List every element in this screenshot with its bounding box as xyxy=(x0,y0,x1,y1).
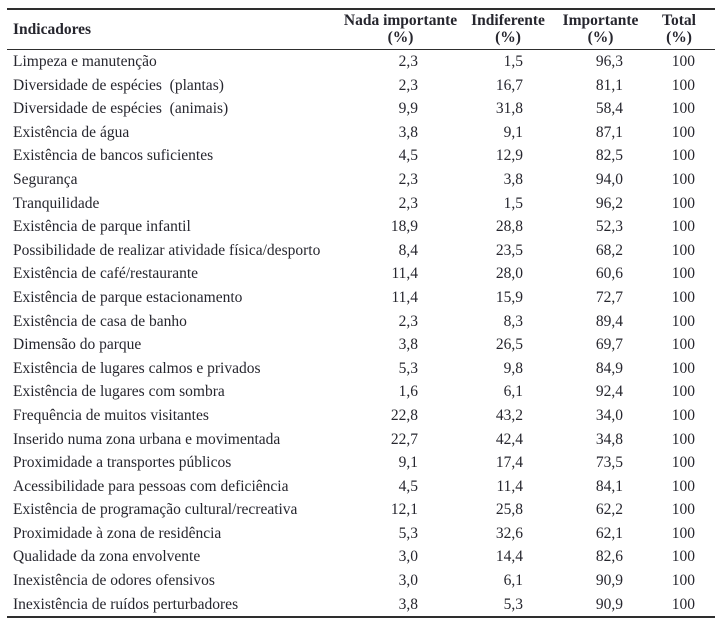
table-row xyxy=(7,428,715,452)
column-header-indiferente xyxy=(458,9,558,50)
indicators-table xyxy=(7,8,715,618)
indiferente-cell: 11,4 xyxy=(496,477,523,495)
indiferente-cell: 12,9 xyxy=(495,147,523,165)
total-cell: 100 xyxy=(671,241,695,259)
column-header-importante xyxy=(558,9,643,50)
table-row xyxy=(7,192,715,216)
indicator-cell: Inexistência de ruídos perturbadores xyxy=(7,593,343,618)
nada-importante-cell: 3,0 xyxy=(398,572,418,590)
total-cell: 100 xyxy=(671,430,695,448)
total-cell: 100 xyxy=(671,123,695,141)
importante-cell: 72,7 xyxy=(595,288,623,306)
table-row xyxy=(7,404,715,428)
indiferente-cell: 43,2 xyxy=(495,406,523,424)
indiferente-cell: 23,5 xyxy=(495,241,523,259)
indicator-cell: Diversidade de espécies (animais) xyxy=(13,100,229,118)
total-cell: 100 xyxy=(671,170,695,188)
nada-importante-cell: 3,8 xyxy=(343,593,458,618)
column-header-label: Indiferente xyxy=(471,12,545,29)
nada-importante-cell: 2,3 xyxy=(398,312,418,330)
indiferente-cell: 15,9 xyxy=(495,288,523,306)
importante-cell: 84,9 xyxy=(595,359,623,377)
total-cell: 100 xyxy=(671,194,695,212)
column-header-label: Total xyxy=(662,12,696,29)
indiferente-cell: 5,3 xyxy=(458,593,558,618)
importante-cell: 68,2 xyxy=(595,241,623,259)
indicator-cell: Existência de lugares com sombra xyxy=(13,383,225,401)
table-row xyxy=(7,545,715,569)
indicator-cell: Acessibilidade para pessoas com deficiência xyxy=(13,477,289,495)
total-cell: 100 xyxy=(671,406,695,424)
importante-cell: 60,6 xyxy=(595,265,623,283)
nada-importante-cell: 4,5 xyxy=(398,147,418,165)
importante-cell: 90,9 xyxy=(558,593,643,618)
indicator-cell: Limpeza e manutenção xyxy=(13,53,157,70)
importante-cell: 81,1 xyxy=(595,76,623,94)
nada-importante-cell: 5,3 xyxy=(398,359,418,377)
column-header-indicadores: Indicadores xyxy=(7,9,343,50)
nada-importante-cell: 3,0 xyxy=(398,548,418,566)
table-row xyxy=(7,593,715,618)
importante-cell: 96,2 xyxy=(595,194,623,212)
nada-importante-cell: 9,1 xyxy=(398,454,418,472)
indicator-cell: Qualidade da zona envolvente xyxy=(13,548,201,566)
importante-cell: 84,1 xyxy=(595,477,623,495)
total-cell: 100 xyxy=(671,336,695,354)
indicator-cell: Inserido numa zona urbana e movimentada xyxy=(13,430,281,448)
indicator-cell: Existência de casa de banho xyxy=(13,312,187,330)
importante-cell: 62,1 xyxy=(595,524,623,542)
total-cell: 100 xyxy=(671,477,695,495)
table-header xyxy=(7,9,715,50)
table-row xyxy=(7,74,715,98)
table-row xyxy=(7,50,715,74)
document-page xyxy=(7,8,715,618)
nada-importante-cell: 4,5 xyxy=(398,477,418,495)
indiferente-cell: 16,7 xyxy=(495,76,523,94)
indiferente-cell: 31,8 xyxy=(495,100,523,118)
indiferente-cell: 42,4 xyxy=(495,430,523,448)
table-row xyxy=(7,144,715,168)
column-header-label: Nada importante xyxy=(343,12,458,29)
importante-cell: 96,3 xyxy=(595,53,623,70)
importante-cell: 94,0 xyxy=(595,170,623,188)
indicator-cell: Diversidade de espécies (plantas) xyxy=(13,76,224,94)
table-row xyxy=(7,333,715,357)
total-cell: 100 xyxy=(671,218,695,236)
importante-cell: 58,4 xyxy=(595,100,623,118)
header-row xyxy=(7,9,715,50)
column-header-unit: (%) xyxy=(666,29,692,46)
column-header-nada-importante xyxy=(343,9,458,50)
nada-importante-cell: 2,3 xyxy=(398,76,418,94)
total-cell: 100 xyxy=(643,593,715,618)
nada-importante-cell: 9,9 xyxy=(398,100,418,118)
table-row xyxy=(7,121,715,145)
table-row xyxy=(7,262,715,286)
nada-importante-cell: 22,8 xyxy=(390,406,418,424)
nada-importante-cell: 8,4 xyxy=(398,241,418,259)
total-cell: 100 xyxy=(671,147,695,165)
table-body xyxy=(7,50,715,618)
table-row xyxy=(7,168,715,192)
nada-importante-cell: 1,6 xyxy=(398,383,418,401)
indiferente-cell: 3,8 xyxy=(503,170,523,188)
indiferente-cell: 9,8 xyxy=(503,359,523,377)
importante-cell: 82,5 xyxy=(595,147,623,165)
indiferente-cell: 17,4 xyxy=(495,454,523,472)
table-row xyxy=(7,215,715,239)
nada-importante-cell: 2,3 xyxy=(398,194,418,212)
importante-cell: 69,7 xyxy=(595,336,623,354)
total-cell: 100 xyxy=(671,76,695,94)
indiferente-cell: 9,1 xyxy=(503,123,523,141)
total-cell: 100 xyxy=(671,288,695,306)
indicator-cell: Existência de parque infantil xyxy=(13,218,191,236)
table-row xyxy=(7,239,715,263)
indicator-cell: Existência de café/restaurante xyxy=(13,265,199,283)
indicator-cell: Existência de bancos suficientes xyxy=(13,147,214,165)
indicator-cell: Frequência de muitos visitantes xyxy=(13,406,209,424)
total-cell: 100 xyxy=(671,454,695,472)
indicator-cell: Existência de programação cultural/recreativa xyxy=(13,501,298,519)
indicator-cell: Proximidade à zona de residência xyxy=(13,524,222,542)
column-header-label: Importante xyxy=(562,12,639,29)
table-row xyxy=(7,451,715,475)
importante-cell: 62,2 xyxy=(595,501,623,519)
nada-importante-cell: 22,7 xyxy=(390,430,418,448)
nada-importante-cell: 3,8 xyxy=(398,336,418,354)
indiferente-cell: 25,8 xyxy=(495,501,523,519)
table-row xyxy=(7,310,715,334)
table-row xyxy=(7,569,715,593)
nada-importante-cell: 5,3 xyxy=(398,524,418,542)
nada-importante-cell: 11,4 xyxy=(391,265,418,283)
table-row xyxy=(7,97,715,121)
total-cell: 100 xyxy=(671,548,695,566)
total-cell: 100 xyxy=(671,100,695,118)
importante-cell: 87,1 xyxy=(595,123,623,141)
total-cell: 100 xyxy=(671,524,695,542)
nada-importante-cell: 18,9 xyxy=(390,218,418,236)
indiferente-cell: 28,0 xyxy=(495,265,523,283)
indiferente-cell: 8,3 xyxy=(503,312,523,330)
indicator-cell: Segurança xyxy=(13,170,78,188)
table-row xyxy=(7,522,715,546)
nada-importante-cell: 3,8 xyxy=(398,123,418,141)
table-row xyxy=(7,380,715,404)
table-row xyxy=(7,475,715,499)
importante-cell: 82,6 xyxy=(595,548,623,566)
indicator-cell: Existência de lugares calmos e privados xyxy=(13,359,261,377)
importante-cell: 34,0 xyxy=(595,406,623,424)
table-row xyxy=(7,286,715,310)
table-row xyxy=(7,498,715,522)
indiferente-cell: 32,6 xyxy=(495,524,523,542)
indicator-cell: Dimensão do parque xyxy=(13,336,142,354)
total-cell: 100 xyxy=(671,383,695,401)
indiferente-cell: 6,1 xyxy=(503,572,523,590)
column-header-unit: (%) xyxy=(587,29,614,46)
indiferente-cell: 1,5 xyxy=(503,194,523,212)
indiferente-cell: 28,8 xyxy=(495,218,523,236)
column-header-total xyxy=(643,9,715,50)
nada-importante-cell: 12,1 xyxy=(390,501,418,519)
total-cell: 100 xyxy=(671,359,695,377)
total-cell: 100 xyxy=(671,265,695,283)
indicator-cell: Proximidade a transportes públicos xyxy=(13,454,232,472)
indiferente-cell: 1,5 xyxy=(503,53,523,70)
indicator-cell: Tranquilidade xyxy=(13,194,100,212)
nada-importante-cell: 2,3 xyxy=(398,170,418,188)
importante-cell: 90,9 xyxy=(595,572,623,590)
importante-cell: 92,4 xyxy=(595,383,623,401)
indicator-cell: Inexistência de odores ofensivos xyxy=(13,572,215,590)
nada-importante-cell: 2,3 xyxy=(398,53,418,70)
nada-importante-cell: 11,4 xyxy=(391,288,418,306)
indicator-cell: Existência de parque estacionamento xyxy=(13,288,243,306)
indiferente-cell: 26,5 xyxy=(495,336,523,354)
total-cell: 100 xyxy=(671,572,695,590)
total-cell: 100 xyxy=(671,312,695,330)
indicator-cell: Possibilidade de realizar atividade física/desporto xyxy=(13,241,321,259)
importante-cell: 34,8 xyxy=(595,430,623,448)
importante-cell: 52,3 xyxy=(595,218,623,236)
total-cell: 100 xyxy=(671,53,695,70)
importante-cell: 89,4 xyxy=(595,312,623,330)
column-header-unit: (%) xyxy=(495,29,521,46)
indiferente-cell: 6,1 xyxy=(503,383,523,401)
importante-cell: 73,5 xyxy=(595,454,623,472)
indiferente-cell: 14,4 xyxy=(495,548,523,566)
total-cell: 100 xyxy=(671,501,695,519)
indicator-cell: Existência de água xyxy=(13,123,130,141)
column-header-unit: (%) xyxy=(387,29,414,46)
table-row xyxy=(7,357,715,381)
